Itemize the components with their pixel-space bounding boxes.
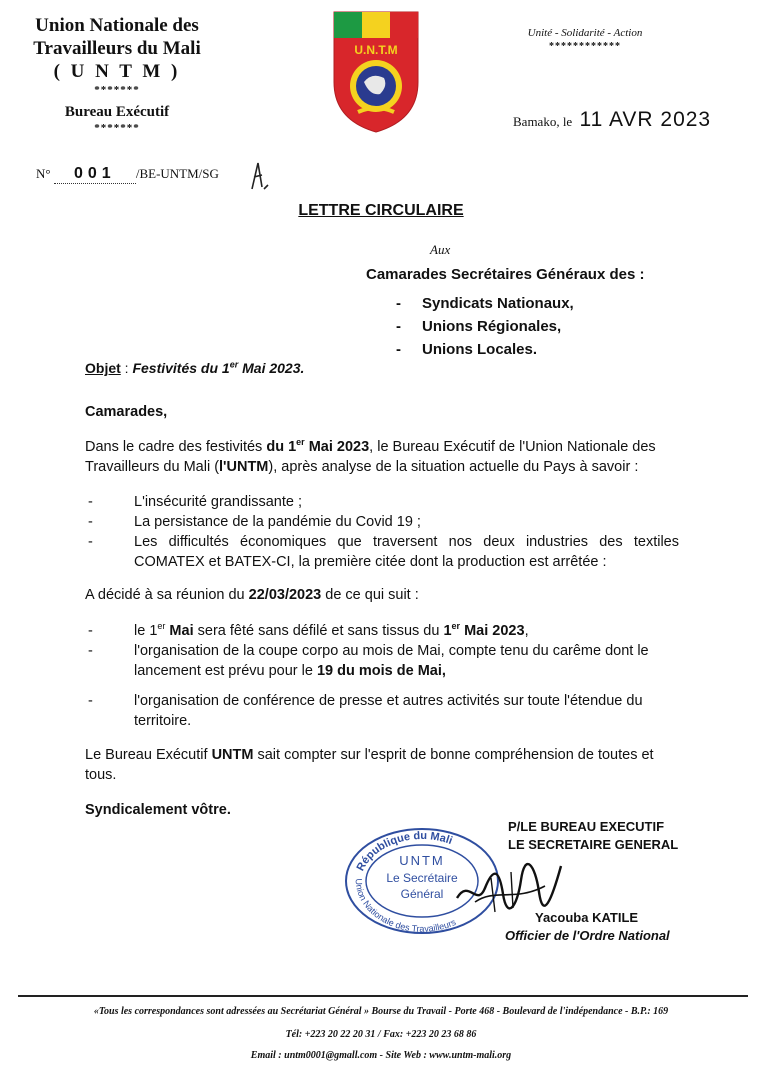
seal-line2: Le Secrétaire <box>386 871 458 885</box>
signoff: Syndicalement vôtre. <box>85 802 231 818</box>
bullet: - <box>396 295 401 312</box>
closing-b: UNTM <box>211 747 254 763</box>
situation-item: L'insécurité grandissante ; <box>134 494 303 510</box>
initials-scribble-icon <box>248 159 270 193</box>
bullet: - <box>88 494 93 510</box>
situation-item: La persistance de la pandémie du Covid 19 ; <box>134 514 421 530</box>
d1-f: , <box>524 623 529 639</box>
bullet: - <box>88 514 93 530</box>
bullet: - <box>88 643 93 659</box>
closing-c: sait compter sur l'esprit de bonne compréhension de toutes et tous. <box>85 747 654 783</box>
date-prefix: Bamako, le <box>513 114 573 129</box>
seal-bottom-text: Union Nationale des Travailleurs <box>353 878 458 934</box>
p1-d: , le Bureau Exécutif de l'Union Nationale des Travailleurs du Mali ( <box>85 439 656 475</box>
ref-prefix: N° <box>36 166 51 181</box>
date-stamp: 11 AVR 2023 <box>579 108 712 131</box>
org-name-line2: Travailleurs du Mali <box>33 38 201 59</box>
list-item <box>396 338 574 361</box>
document-title: LETTRE CIRCULAIRE <box>298 202 464 219</box>
signature-heading <box>508 818 678 854</box>
recipient-item: Unions Locales. <box>422 341 538 358</box>
recipient-item: Syndicats Nationaux, <box>422 295 574 312</box>
motto-block <box>510 26 660 54</box>
footer-divider <box>18 995 748 997</box>
p1-f: ), après analyse de la situation actuelle du Pays à savoir : <box>268 459 639 475</box>
signature-line2: LE SECRETAIRE GENERAL <box>508 837 679 852</box>
d1-c: sera fêté sans défilé et sans tissus du <box>193 623 444 639</box>
bullet: - <box>88 534 93 550</box>
bureau-executif: Bureau Exécutif <box>64 104 170 120</box>
logo-text: U.N.T.M <box>354 43 398 57</box>
closing-paragraph <box>85 745 685 785</box>
bullet: - <box>396 341 401 358</box>
greeting: Camarades, <box>85 404 168 420</box>
closing-a: Le Bureau Exécutif <box>85 747 212 763</box>
subject-sup: er <box>229 359 239 370</box>
bullet: - <box>88 693 93 709</box>
d1-a: le 1 <box>134 623 158 639</box>
seal-line1: UNTM <box>399 853 445 868</box>
motto-stars: ************ <box>549 41 621 52</box>
signature-scribble-icon <box>455 858 565 918</box>
d2-a: l'organisation de la coupe corpo au mois de Mai, compte tenu du carême dont le lancement est prévu pour le <box>134 643 649 679</box>
p1-c: Mai 2023 <box>304 439 370 455</box>
decision-item-2 <box>134 641 679 681</box>
bullet: - <box>396 318 401 335</box>
date-line <box>513 108 711 132</box>
reference-number <box>36 165 219 184</box>
p1-b-text: du 1 <box>266 439 297 455</box>
recipients-heading: Camarades Secrétaires Généraux des : <box>366 266 645 283</box>
subject-colon: : <box>120 360 129 376</box>
motto-text: Unité - Solidarité - Action <box>527 27 643 39</box>
subject-line <box>85 360 304 376</box>
d1-d: 1 <box>443 623 452 639</box>
d1-sup: er <box>157 621 166 632</box>
recipients-list <box>396 292 574 361</box>
decision-a: A décidé à sa réunion du <box>85 587 249 603</box>
d2-b: 19 du mois de Mai, <box>316 663 446 679</box>
paragraph-intro <box>85 437 685 477</box>
org-name-line1: Union Nationale des <box>35 15 199 36</box>
footer-line1: «Tous les correspondances sont adressées au Secrétariat Général » Bourse du Travail - Porte 468 - Boulevard de l'indépendance - B.P.: 169 <box>93 1006 669 1017</box>
ref-number: 001 <box>54 165 136 184</box>
d1-e: Mai 2023 <box>460 623 525 639</box>
subject-text <box>132 360 304 376</box>
signatory-title: Officier de l'Ordre National <box>505 928 670 943</box>
d1-sup2: er <box>451 621 461 632</box>
shield-logo-icon <box>328 8 424 136</box>
decision-item-3: l'organisation de conférence de presse et autres activités sur toute l'étendue du territoire. <box>134 693 643 729</box>
footer-line2: Tél: +223 20 22 20 31 / Fax: +223 20 23 68 86 <box>285 1029 477 1040</box>
decision-line <box>85 585 685 605</box>
handwritten-signature <box>455 858 565 918</box>
recipient-item: Unions Régionales, <box>422 318 562 335</box>
footer-line3: Email : untm0001@gmall.com - Site Web : www.untm-mali.org <box>250 1050 512 1061</box>
bullet: - <box>88 623 93 639</box>
ref-suffix: /BE-UNTM/SG <box>135 166 219 181</box>
p1-sup: er <box>296 437 305 448</box>
recipients-aux: Aux <box>430 242 451 257</box>
list-item <box>396 292 574 315</box>
org-stars: ******* <box>94 84 140 96</box>
bureau-stars: ******* <box>94 122 140 134</box>
subject-label: Objet <box>85 360 121 376</box>
decision-item-1 <box>134 621 679 641</box>
seal-line3: Général <box>400 887 444 901</box>
signature-line1: P/LE BUREAU EXECUTIF <box>508 819 665 834</box>
decision-b: de ce qui suit : <box>321 587 419 603</box>
d1-bold <box>443 623 524 639</box>
list-item <box>396 315 574 338</box>
subject-text-a: Festivités du 1 <box>132 360 230 376</box>
org-acronym: ( U N T M ) <box>53 61 181 82</box>
p1-a: Dans le cadre des festivités <box>85 439 267 455</box>
situation-item: Les difficultés économiques que traversent nos deux industries des textiles COMATEX et BATEX-CI, la première citée dont la production est arrêtée : <box>134 534 679 570</box>
decision-date: 22/03/2023 <box>248 587 322 603</box>
d1-b: Mai <box>165 623 194 639</box>
organization-block <box>14 14 220 135</box>
p1-b <box>266 439 369 455</box>
untm-logo <box>328 8 424 136</box>
seal-top-text: République du Mali <box>354 829 454 874</box>
p1-e: l'UNTM <box>219 459 269 475</box>
subject-text-b: Mai 2023. <box>238 360 305 376</box>
signatory-name: Yacouba KATILE <box>535 910 639 925</box>
